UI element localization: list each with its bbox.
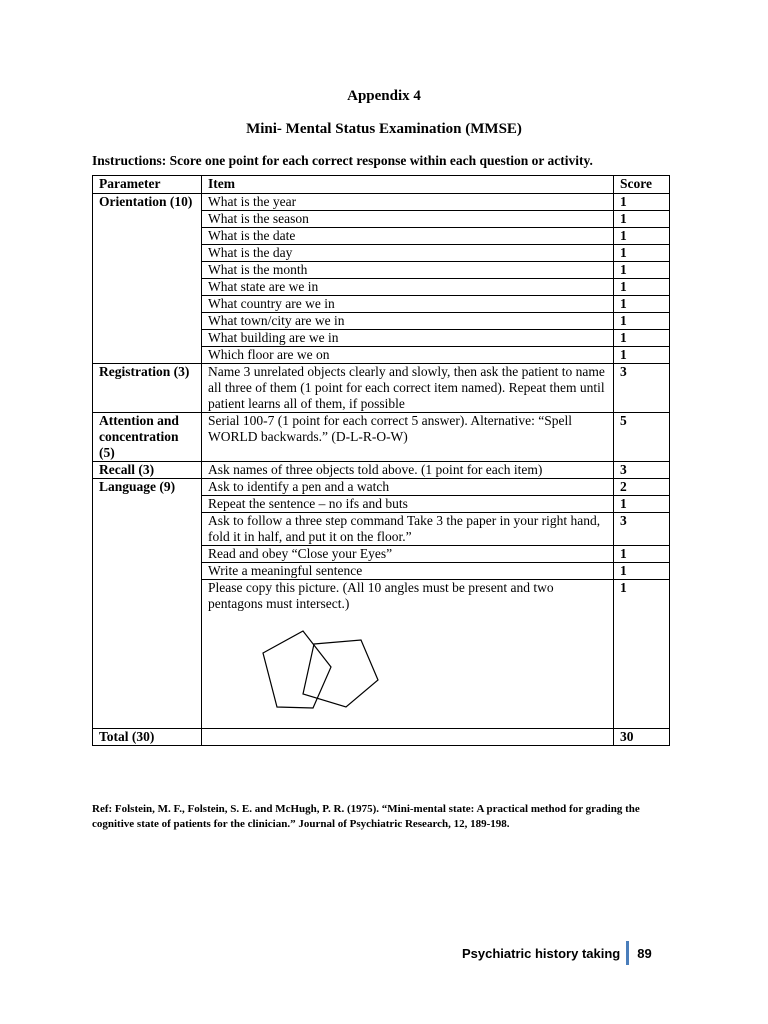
item-cell: What building are we in <box>202 330 614 347</box>
pentagon-right <box>303 640 378 707</box>
score-cell: 1 <box>614 347 670 364</box>
instructions-text: Instructions: Score one point for each correct response within each question or activity. <box>92 153 593 168</box>
item-cell: Repeat the sentence – no ifs and buts <box>202 496 614 513</box>
item-cell: Ask to follow a three step command Take 3 the paper in your right hand, fold it in half, and put it on the floor.” <box>202 513 614 546</box>
score-cell: 3 <box>614 364 670 413</box>
table-header-row <box>93 176 670 194</box>
item-cell: Ask names of three objects told above. (1 point for each item) <box>202 462 614 479</box>
intersecting-pentagons-figure <box>236 622 396 722</box>
score-cell: 1 <box>614 279 670 296</box>
header-score: Score <box>614 176 670 194</box>
item-cell: What town/city are we in <box>202 313 614 330</box>
item-cell: What is the date <box>202 228 614 245</box>
item-cell: What is the day <box>202 245 614 262</box>
param-recall: Recall (3) <box>93 462 202 479</box>
item-cell: Name 3 unrelated objects clearly and slowly, then ask the patient to name all three of them (1 point for each correct item named). Repeat them until patient learns all of them, if possible <box>202 364 614 413</box>
item-cell: Serial 100-7 (1 point for each correct 5 answer). Alternative: “Spell WORLD backwards.” (D-L-R-O-W) <box>202 413 614 462</box>
param-total: Total (30) <box>93 729 202 746</box>
score-cell: 1 <box>614 228 670 245</box>
item-cell: Which floor are we on <box>202 347 614 364</box>
footer-divider <box>626 941 629 965</box>
score-cell: 1 <box>614 296 670 313</box>
param-registration: Registration (3) <box>93 364 202 413</box>
item-cell: What is the year <box>202 194 614 211</box>
score-cell: 3 <box>614 462 670 479</box>
footer-section-title: Psychiatric history taking <box>462 945 621 961</box>
param-orientation: Orientation (10) <box>93 194 202 364</box>
page-number: 89 <box>637 945 652 961</box>
table-row <box>93 479 670 496</box>
item-cell: What country are we in <box>202 296 614 313</box>
score-cell: 1 <box>614 313 670 330</box>
item-cell: What is the season <box>202 211 614 228</box>
score-cell: 1 <box>614 262 670 279</box>
item-cell: Read and obey “Close your Eyes” <box>202 546 614 563</box>
total-item-cell <box>202 729 614 746</box>
param-language: Language (9) <box>93 479 202 729</box>
score-cell: 1 <box>614 245 670 262</box>
table-row <box>93 413 670 462</box>
total-row <box>93 729 670 746</box>
total-score-cell: 30 <box>614 729 670 746</box>
reference-text: Ref: Folstein, M. F., Folstein, S. E. and McHugh, P. R. (1975). “Mini-mental state: A practical method for grading the cognitive state of patients for the clinician.” Journal of Psychiatric Research, 12, 189-198. <box>92 803 640 830</box>
score-cell: 1 <box>614 194 670 211</box>
table-row <box>93 194 670 211</box>
header-item: Item <box>202 176 614 194</box>
item-cell: What is the month <box>202 262 614 279</box>
item-cell: What state are we in <box>202 279 614 296</box>
page-title: Mini- Mental Status Examination (MMSE) <box>246 121 522 137</box>
table-row <box>93 462 670 479</box>
param-attention: Attention and concentration (5) <box>93 413 202 462</box>
score-cell: 1 <box>614 211 670 228</box>
page-footer <box>462 941 652 965</box>
score-cell: 1 <box>614 546 670 563</box>
table-row <box>93 364 670 413</box>
score-cell: 2 <box>614 479 670 496</box>
copy-picture-cell <box>202 580 614 729</box>
score-cell: 5 <box>614 413 670 462</box>
score-cell: 1 <box>614 496 670 513</box>
pentagon-left <box>263 631 331 708</box>
score-cell: 3 <box>614 513 670 546</box>
item-cell: Ask to identify a pen and a watch <box>202 479 614 496</box>
score-cell: 1 <box>614 563 670 580</box>
mmse-table <box>92 175 670 746</box>
score-cell: 1 <box>614 330 670 347</box>
header-parameter: Parameter <box>93 176 202 194</box>
appendix-heading: Appendix 4 <box>347 88 421 104</box>
item-cell-text: Please copy this picture. (All 10 angles must be present and two pentagons must intersect.) <box>208 580 554 611</box>
score-cell: 1 <box>614 580 670 729</box>
item-cell: Write a meaningful sentence <box>202 563 614 580</box>
